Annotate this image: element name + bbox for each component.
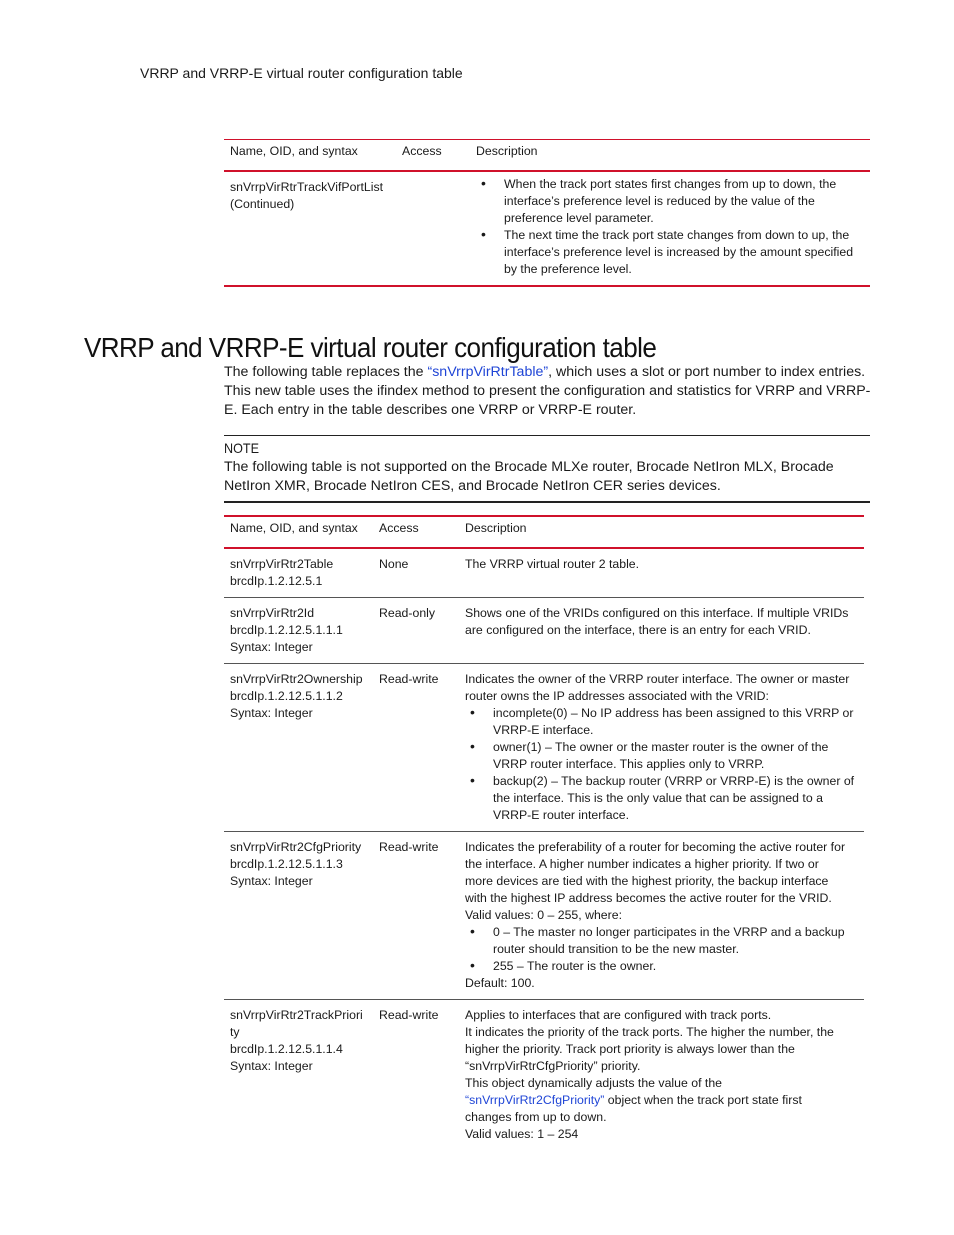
bullet-line: by the preference level. (504, 262, 632, 276)
desc-text: object when the track port state first (604, 1093, 802, 1107)
cell-access: Read-write (379, 1008, 439, 1022)
desc-line: The VRRP virtual router 2 table. (465, 557, 640, 571)
bullet-list (476, 176, 864, 278)
bullet-list (465, 705, 858, 824)
bullet-line: VRRP router interface. This applies only to VRRP. (493, 757, 765, 771)
desc-line: Shows one of the VRIDs configured on this interface. If multiple VRIDs (465, 606, 849, 620)
name-line: snVrrpVirRtr2Table (230, 557, 334, 571)
intro-text: , which uses a slot or port number to index entries. This new table uses the ifindex method to present the configuration and statistics for VRRP and VRRP-E. Each entry in the table describes one VRRP or VRRP-E router. (224, 364, 871, 418)
bullet-line: The next time the track port state changes from down to up, the (504, 228, 850, 242)
syntax-line: Syntax: Integer (230, 706, 313, 720)
desc-line: Valid values: 1 – 254 (465, 1127, 579, 1141)
table-row (224, 664, 864, 832)
cell-name (224, 1000, 373, 1151)
intro-paragraph (224, 363, 872, 420)
name-line: snVrrpVirRtrTrackVifPortList (230, 180, 384, 194)
name-line: (Continued) (230, 197, 295, 211)
name-line: snVrrpVirRtr2Id (230, 606, 315, 620)
bullet-icon: • (470, 923, 475, 939)
bullet-line: the interface. This is the only value that can be assigned to a (493, 791, 823, 805)
column-header-access: Access (379, 521, 419, 535)
oid-line: brcdIp.1.2.12.5.1.1.3 (230, 857, 343, 871)
bullet-item (481, 226, 864, 278)
table-header-row (224, 140, 870, 172)
bullet-icon: • (470, 738, 475, 754)
cell-access (396, 171, 470, 286)
bullet-icon: • (481, 226, 486, 242)
note-box (224, 435, 870, 503)
desc-line: changes from up to down. (465, 1110, 607, 1124)
bullet-item (470, 957, 858, 975)
note-label: NOTE (224, 440, 260, 456)
oid-line: brcdIp.1.2.12.5.1 (230, 574, 323, 588)
table-row (224, 598, 864, 664)
desc-line: Applies to interfaces that are configured with track ports. (465, 1008, 772, 1022)
oid-line: brcdIp.1.2.12.5.1.1.2 (230, 689, 343, 703)
cell-description (459, 598, 864, 664)
desc-line: Indicates the preferability of a router for becoming the active router for (465, 840, 846, 854)
bullet-line: When the track port states first changes from up to down, the (504, 177, 837, 191)
desc-line: higher the priority. Track port priority is always lower than the (465, 1042, 795, 1056)
bullet-icon: • (470, 957, 475, 973)
desc-line: Indicates the owner of the VRRP router interface. The owner or master (465, 672, 850, 686)
bullet-line: preference level parameter. (504, 211, 654, 225)
table-row (224, 832, 864, 1000)
cell-description (459, 832, 864, 1000)
bullet-line: incomplete(0) – No IP address has been assigned to this VRRP or (493, 706, 854, 720)
desc-line: the interface. A higher number indicates a higher priority. If two or (465, 857, 819, 871)
name-line: snVrrpVirRtr2Ownership (230, 672, 363, 686)
column-header-description: Description (476, 144, 538, 158)
oid-line: brcdIp.1.2.12.5.1.1.4 (230, 1042, 343, 1056)
cell-name (224, 832, 373, 1000)
cell-name (224, 171, 396, 286)
desc-line: with the highest IP address becomes the active router for the VRID. (465, 891, 832, 905)
table-row (224, 171, 870, 286)
bullet-line: interface’s preference level is increased by the amount specified (504, 245, 854, 259)
bullet-icon: • (470, 704, 475, 720)
cell-access: Read-write (379, 840, 439, 854)
bullet-item (481, 175, 864, 227)
desc-line: This object dynamically adjusts the value of the (465, 1076, 723, 1090)
table-row (224, 548, 864, 598)
cell-description (470, 171, 870, 286)
oid-line: brcdIp.1.2.12.5.1.1.1 (230, 623, 343, 637)
intro-link[interactable]: “snVrrpVirRtrTable” (427, 364, 549, 380)
syntax-line: Syntax: Integer (230, 874, 313, 888)
intro-text: The following table replaces the (224, 364, 428, 380)
desc-line: It indicates the priority of the track ports. The higher the number, the (465, 1025, 834, 1039)
bullet-line: router should transition to be the new master. (493, 942, 740, 956)
bullet-item (470, 704, 858, 739)
cfg-priority-link[interactable]: “snVrrpVirRtr2CfgPriority” (465, 1093, 605, 1107)
name-line: snVrrpVirRtr2TrackPriori (230, 1008, 363, 1022)
table-row (224, 1000, 864, 1151)
desc-line: more devices are tied with the highest priority, the backup interface (465, 874, 829, 888)
bullet-list (465, 924, 858, 975)
desc-line: Valid values: 0 – 255, where: (465, 908, 622, 922)
column-header-name: Name, OID, and syntax (230, 144, 358, 158)
column-header-access: Access (402, 144, 442, 158)
cell-name (224, 664, 373, 832)
cell-description (459, 664, 864, 832)
bullet-line: 0 – The master no longer participates in the VRRP and a backup (493, 925, 845, 939)
syntax-line: Syntax: Integer (230, 640, 313, 654)
desc-line (465, 1092, 858, 1109)
bullet-line: 255 – The router is the owner. (493, 959, 657, 973)
cell-name (224, 598, 373, 664)
bullet-icon: • (481, 175, 486, 191)
cell-name (224, 548, 373, 598)
cell-access: None (379, 557, 409, 571)
cell-access: Read-only (379, 606, 436, 620)
cell-access: Read-write (379, 672, 439, 686)
continued-table (224, 139, 870, 287)
bullet-line: interface’s preference level is reduced by the value of the (504, 194, 815, 208)
running-header: VRRP and VRRP-E virtual router configuration table (140, 65, 463, 81)
note-text: The following table is not supported on the Brocade MLXe router, Brocade NetIron MLX, Brocade NetIron XMR, Brocade NetIron CES, and Brocade NetIron CER series devices. (224, 459, 834, 494)
desc-line: Default: 100. (465, 976, 535, 990)
desc-line: router owns the IP addresses associated with the VRID: (465, 689, 769, 703)
syntax-line: Syntax: Integer (230, 1059, 313, 1073)
bullet-line: VRRP-E router interface. (493, 808, 629, 822)
cell-description (459, 548, 864, 598)
desc-line: “snVrrpVirRtrCfgPriority” priority. (465, 1059, 641, 1073)
desc-line: are configured on the interface, there is an entry for each VRID. (465, 623, 811, 637)
bullet-item (470, 772, 858, 824)
bullet-item (470, 738, 858, 773)
cell-description (459, 1000, 864, 1151)
vrrp-config-table (224, 515, 864, 1150)
name-line: snVrrpVirRtr2CfgPriority (230, 840, 362, 854)
bullet-icon: • (470, 772, 475, 788)
section-title: VRRP and VRRP-E virtual router configuration table (84, 331, 657, 363)
bullet-line: backup(2) – The backup router (VRRP or VRRP-E) is the owner of (493, 774, 855, 788)
column-header-name: Name, OID, and syntax (230, 521, 358, 535)
bullet-item (470, 923, 858, 958)
bullet-line: VRRP-E interface. (493, 723, 594, 737)
name-line: ty (230, 1025, 240, 1039)
bullet-line: owner(1) – The owner or the master router is the owner of the (493, 740, 829, 754)
table-header-row (224, 516, 864, 548)
column-header-description: Description (465, 521, 527, 535)
